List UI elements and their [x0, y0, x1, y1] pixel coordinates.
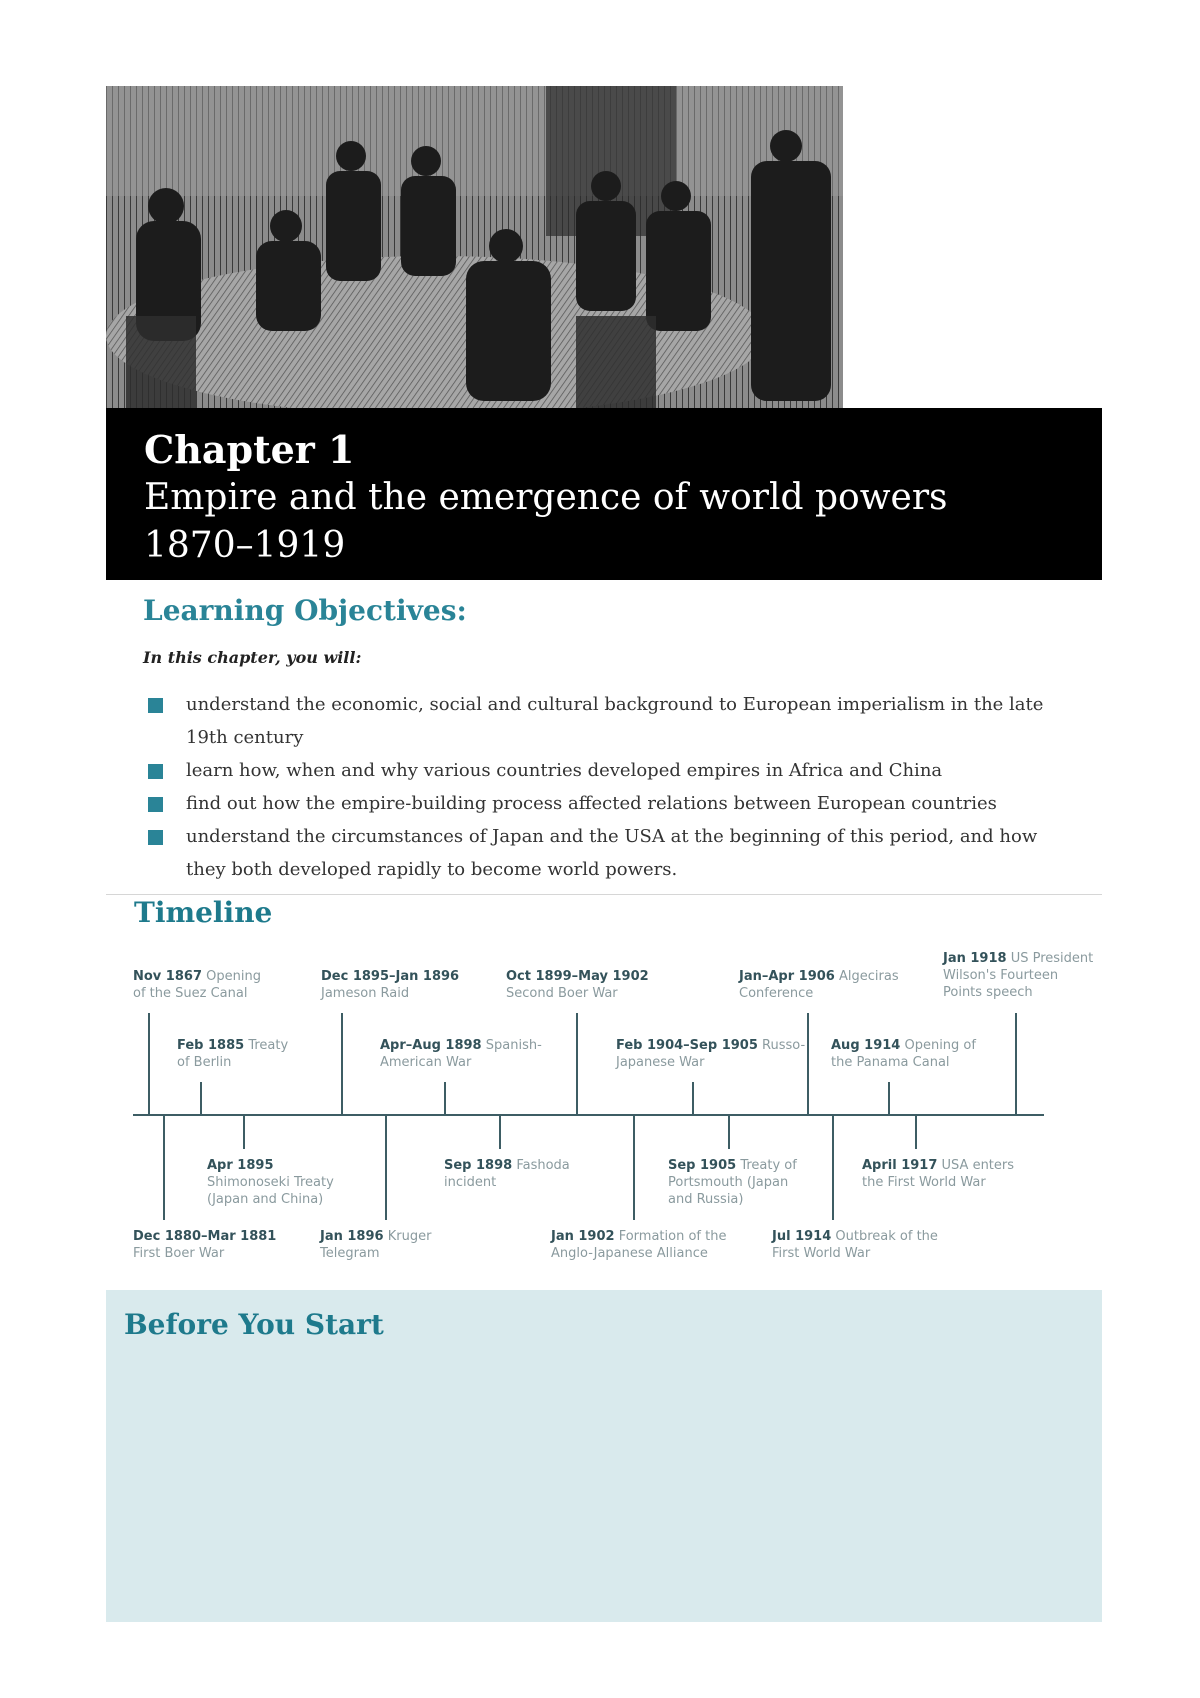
timeline-heading: Timeline	[134, 896, 273, 929]
objective-item: learn how, when and why various countries developed empires in Africa and China	[148, 754, 1088, 787]
chapter-label: Chapter 1	[144, 427, 355, 472]
timeline-tick	[341, 1013, 343, 1115]
timeline-tick	[163, 1115, 165, 1220]
timeline-tick	[1015, 1013, 1017, 1115]
timeline-axis	[133, 1114, 1044, 1116]
objective-item: understand the economic, social and cultural background to European imperialism in the late	[148, 688, 1088, 721]
section-divider	[106, 894, 1102, 895]
timeline-event: Feb 1904–Sep 1905 Russo- Japanese War	[616, 1038, 806, 1070]
timeline-event: Dec 1895–Jan 1896 Jameson Raid	[321, 969, 460, 1001]
timeline-event: Jan 1918 US President Wilson's Fourteen Points speech	[943, 951, 1094, 1000]
timeline-event: Jul 1914 Outbreak of the First World War	[772, 1229, 938, 1261]
timeline-tick	[807, 1013, 809, 1115]
chapter-title: Empire and the emergence of world powers	[144, 477, 948, 518]
square-bullet-icon	[148, 764, 163, 779]
timeline-tick	[385, 1115, 387, 1220]
timeline-tick	[200, 1082, 202, 1115]
objective-item-continuation: they both developed rapidly to become world powers.	[186, 859, 678, 880]
objectives-list	[148, 688, 1088, 886]
objective-item: understand the circumstances of Japan and the USA at the beginning of this period, and how	[148, 820, 1088, 853]
timeline-event: Sep 1898 Fashoda incident	[444, 1158, 570, 1190]
timeline-tick	[444, 1082, 446, 1115]
timeline-event: Feb 1885 Treaty of Berlin	[177, 1038, 289, 1070]
timeline-event: Dec 1880–Mar 1881 First Boer War	[133, 1229, 277, 1261]
timeline-tick	[915, 1115, 917, 1149]
timeline-tick	[243, 1115, 245, 1149]
objectives-intro: In this chapter, you will:	[143, 648, 362, 667]
before-you-start-panel	[106, 1290, 1102, 1622]
timeline-event: April 1917 USA enters the First World War	[862, 1158, 1015, 1190]
chapter-title-years: 1870–1919	[144, 525, 346, 566]
timeline-event: Sep 1905 Treaty of Portsmouth (Japan and Russia)	[668, 1158, 797, 1207]
square-bullet-icon	[148, 698, 163, 713]
timeline-event: Jan–Apr 1906 Algeciras Conference	[739, 969, 899, 1001]
timeline-event: Jan 1896 Kruger Telegram	[320, 1229, 432, 1261]
timeline-event: Oct 1899–May 1902 Second Boer War	[506, 969, 649, 1001]
timeline-tick	[728, 1115, 730, 1149]
objective-item: find out how the empire-building process affected relations between European countries	[148, 787, 1088, 820]
timeline-event: Nov 1867 Opening of the Suez Canal	[133, 969, 261, 1001]
objective-item-continuation: 19th century	[186, 727, 304, 748]
timeline-event: Apr–Aug 1898 Spanish- American War	[380, 1038, 542, 1070]
square-bullet-icon	[148, 797, 163, 812]
timeline-event: Apr 1895 Shimonoseki Treaty (Japan and China)	[207, 1158, 334, 1207]
timeline-tick	[633, 1115, 635, 1220]
timeline-tick	[576, 1013, 578, 1115]
before-you-start-heading: Before You Start	[124, 1308, 384, 1341]
timeline-event: Aug 1914 Opening of the Panama Canal	[831, 1038, 976, 1070]
timeline-event: Jan 1902 Formation of the Anglo-Japanese Alliance	[551, 1229, 727, 1261]
square-bullet-icon	[148, 830, 163, 845]
learning-objectives-heading: Learning Objectives:	[143, 594, 467, 627]
timeline-tick	[499, 1115, 501, 1149]
timeline-tick	[888, 1082, 890, 1115]
timeline-tick	[692, 1082, 694, 1115]
timeline-tick	[832, 1115, 834, 1220]
hero-illustration	[106, 86, 843, 408]
chapter-banner	[106, 408, 1102, 580]
timeline-tick	[148, 1013, 150, 1115]
